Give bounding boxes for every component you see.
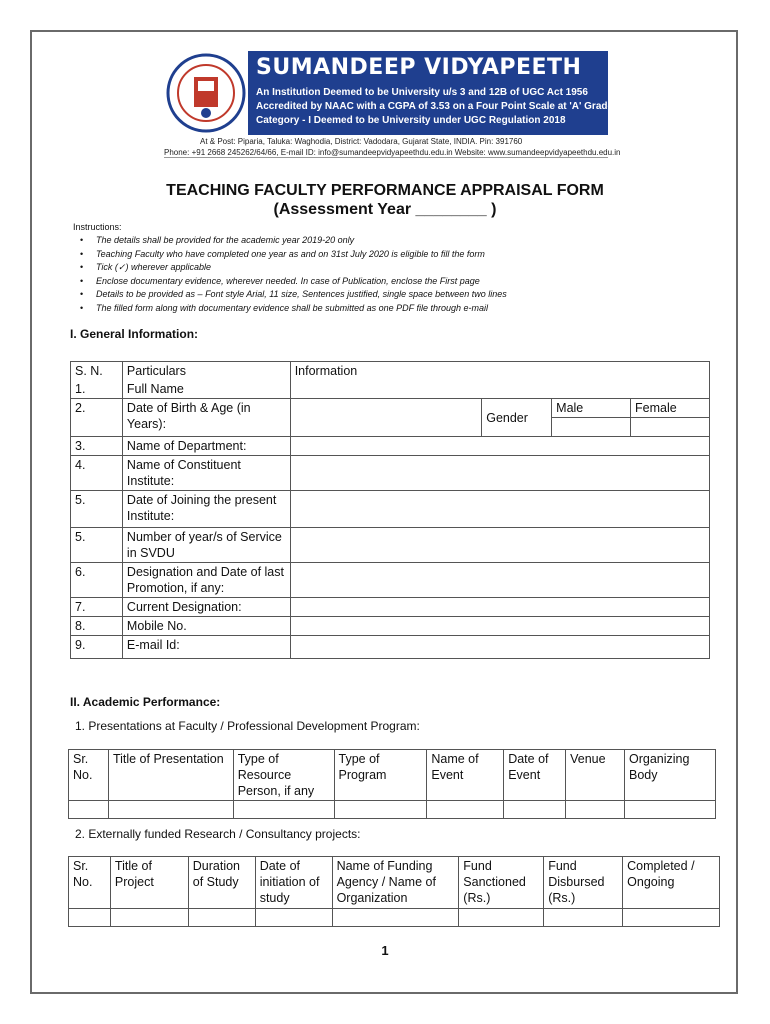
page-number: 1 bbox=[381, 943, 389, 958]
table-row bbox=[71, 528, 710, 563]
table-row bbox=[69, 801, 716, 819]
contact-info: Phone: +91 2668 245262/64/66, E-mail ID: info@sumandeepvidyapeethdu.edu.in Website: www.sumandeepvidyapeethdu.edu.in bbox=[164, 148, 621, 157]
header-cell: Sr. No. bbox=[69, 750, 109, 801]
banner-line: An Institution Deemed to be University u/s 3 and 12B of UGC Act 1956 bbox=[256, 87, 588, 98]
table-row bbox=[71, 617, 710, 636]
table-row bbox=[71, 636, 710, 659]
header-particulars: Particulars bbox=[122, 362, 290, 381]
table-row bbox=[71, 491, 710, 528]
header-cell: Sr. No. bbox=[69, 857, 111, 909]
table-row bbox=[71, 399, 710, 418]
female-checkbox[interactable] bbox=[631, 418, 710, 437]
input-cell[interactable] bbox=[255, 909, 332, 927]
row-label: Designation and Date of last Promotion, if any: bbox=[122, 563, 290, 598]
mobile-input[interactable] bbox=[290, 617, 709, 636]
row-label: Name of Constituent Institute: bbox=[122, 456, 290, 491]
subsection-research: 2. Externally funded Research / Consultancy projects: bbox=[75, 827, 361, 841]
assessment-year: (Assessment Year ________ ) bbox=[273, 201, 497, 218]
header-cell: Venue bbox=[566, 750, 625, 801]
header-cell: Organizing Body bbox=[625, 750, 716, 801]
email-input[interactable] bbox=[290, 636, 709, 659]
input-cell[interactable] bbox=[504, 801, 566, 819]
department-input[interactable] bbox=[290, 437, 709, 456]
table-row bbox=[71, 598, 710, 617]
input-cell[interactable] bbox=[623, 909, 720, 927]
gender-label: Gender bbox=[482, 399, 552, 437]
table-row bbox=[69, 857, 720, 909]
male-option[interactable]: Male bbox=[552, 399, 631, 418]
current-designation-input[interactable] bbox=[290, 598, 709, 617]
male-checkbox[interactable] bbox=[552, 418, 631, 437]
banner-line: Category - I Deemed to be University under UGC Regulation 2018 bbox=[256, 115, 566, 126]
instruction-item: • Tick (✓) wherever applicable bbox=[80, 261, 507, 275]
header-cell: Type of Program bbox=[334, 750, 427, 801]
row-sn: 5. bbox=[71, 491, 123, 528]
table-row bbox=[69, 909, 720, 927]
input-cell[interactable] bbox=[69, 909, 111, 927]
row-sn: 2. bbox=[71, 399, 123, 437]
table-row bbox=[71, 563, 710, 598]
input-cell[interactable] bbox=[625, 801, 716, 819]
row-label: Full Name bbox=[122, 380, 290, 399]
female-option[interactable]: Female bbox=[631, 399, 710, 418]
input-cell[interactable] bbox=[566, 801, 625, 819]
table-row bbox=[69, 750, 716, 801]
instructions-label: Instructions: bbox=[73, 222, 122, 232]
header-cell: Fund Disbursed (Rs.) bbox=[544, 857, 623, 909]
header-cell: Type of Resource Person, if any bbox=[233, 750, 334, 801]
input-cell[interactable] bbox=[334, 801, 427, 819]
instruction-item: • The filled form along with documentary evidence shall be submitted as one PDF file through e-mail bbox=[80, 302, 507, 316]
row-label: Number of year/s of Service in SVDU bbox=[122, 528, 290, 563]
input-cell[interactable] bbox=[427, 801, 504, 819]
table-row bbox=[71, 437, 710, 456]
row-sn: 4. bbox=[71, 456, 123, 491]
instruction-item: • Teaching Faculty who have completed one year as and on 31st July 2020 is eligible to fill the form bbox=[80, 248, 507, 262]
presentations-table bbox=[68, 749, 716, 819]
row-sn: 1. bbox=[71, 380, 123, 399]
row-label: Current Designation: bbox=[122, 598, 290, 617]
instruction-item: • Enclose documentary evidence, wherever needed. In case of Publication, enclose the First page bbox=[80, 275, 507, 289]
section-academic-performance: II. Academic Performance: bbox=[70, 695, 221, 709]
address: At & Post: Piparia, Taluka: Waghodia, District: Vadodara, Gujarat State, INDIA. Pin: 391760 bbox=[200, 137, 523, 146]
row-sn: 8. bbox=[71, 617, 123, 636]
input-cell[interactable] bbox=[110, 909, 188, 927]
form-title: TEACHING FACULTY PERFORMANCE APPRAISAL FORM bbox=[166, 182, 604, 199]
instructions-list bbox=[80, 234, 507, 315]
row-sn: 3. bbox=[71, 437, 123, 456]
section-general-info: I. General Information: bbox=[70, 327, 199, 341]
row-label: E-mail Id: bbox=[122, 636, 290, 659]
input-cell[interactable] bbox=[69, 801, 109, 819]
row-label: Mobile No. bbox=[122, 617, 290, 636]
header-information: Information bbox=[290, 362, 709, 399]
header-cell: Name of Event bbox=[427, 750, 504, 801]
input-cell[interactable] bbox=[459, 909, 544, 927]
input-cell[interactable] bbox=[332, 909, 459, 927]
org-name: SUMANDEEP VIDYAPEETH bbox=[256, 55, 582, 80]
header-cell: Date of initiation of study bbox=[255, 857, 332, 909]
research-table bbox=[68, 856, 720, 927]
header-cell: Date of Event bbox=[504, 750, 566, 801]
header-cell: Title of Project bbox=[110, 857, 188, 909]
institute-input[interactable] bbox=[290, 456, 709, 491]
subsection-presentations: 1. Presentations at Faculty / Professional Development Program: bbox=[75, 719, 420, 733]
header-sn: S. N. bbox=[71, 362, 123, 381]
row-sn: 5. bbox=[71, 528, 123, 563]
header-cell: Title of Presentation bbox=[108, 750, 233, 801]
general-info-table bbox=[70, 361, 710, 659]
row-sn: 7. bbox=[71, 598, 123, 617]
service-years-input[interactable] bbox=[290, 528, 709, 563]
input-cell[interactable] bbox=[108, 801, 233, 819]
joining-date-input[interactable] bbox=[290, 491, 709, 528]
banner bbox=[248, 51, 614, 135]
row-label: Date of Joining the present Institute: bbox=[122, 491, 290, 528]
header-cell: Completed / Ongoing bbox=[623, 857, 720, 909]
header-divider bbox=[164, 157, 608, 158]
input-cell[interactable] bbox=[233, 801, 334, 819]
table-row bbox=[71, 362, 710, 381]
banner-line: Accredited by NAAC with a CGPA of 3.53 on a Four Point Scale at 'A' Grade bbox=[256, 101, 614, 112]
row-label: Name of Department: bbox=[122, 437, 290, 456]
header-cell: Fund Sanctioned (Rs.) bbox=[459, 857, 544, 909]
university-logo bbox=[164, 51, 248, 135]
dob-input[interactable] bbox=[290, 399, 482, 437]
row-label: Date of Birth & Age (in Years): bbox=[122, 399, 290, 437]
header-cell: Duration of Study bbox=[188, 857, 255, 909]
designation-input[interactable] bbox=[290, 563, 709, 598]
table-row bbox=[71, 456, 710, 491]
header-cell: Name of Funding Agency / Name of Organization bbox=[332, 857, 459, 909]
instruction-item: • Details to be provided as – Font style Arial, 11 size, Sentences justified, single space between two lines bbox=[80, 288, 507, 302]
input-cell[interactable] bbox=[544, 909, 623, 927]
letterhead bbox=[164, 51, 621, 157]
input-cell[interactable] bbox=[188, 909, 255, 927]
instruction-item: • The details shall be provided for the academic year 2019-20 only bbox=[80, 234, 507, 248]
row-sn: 6. bbox=[71, 563, 123, 598]
row-sn: 9. bbox=[71, 636, 123, 659]
